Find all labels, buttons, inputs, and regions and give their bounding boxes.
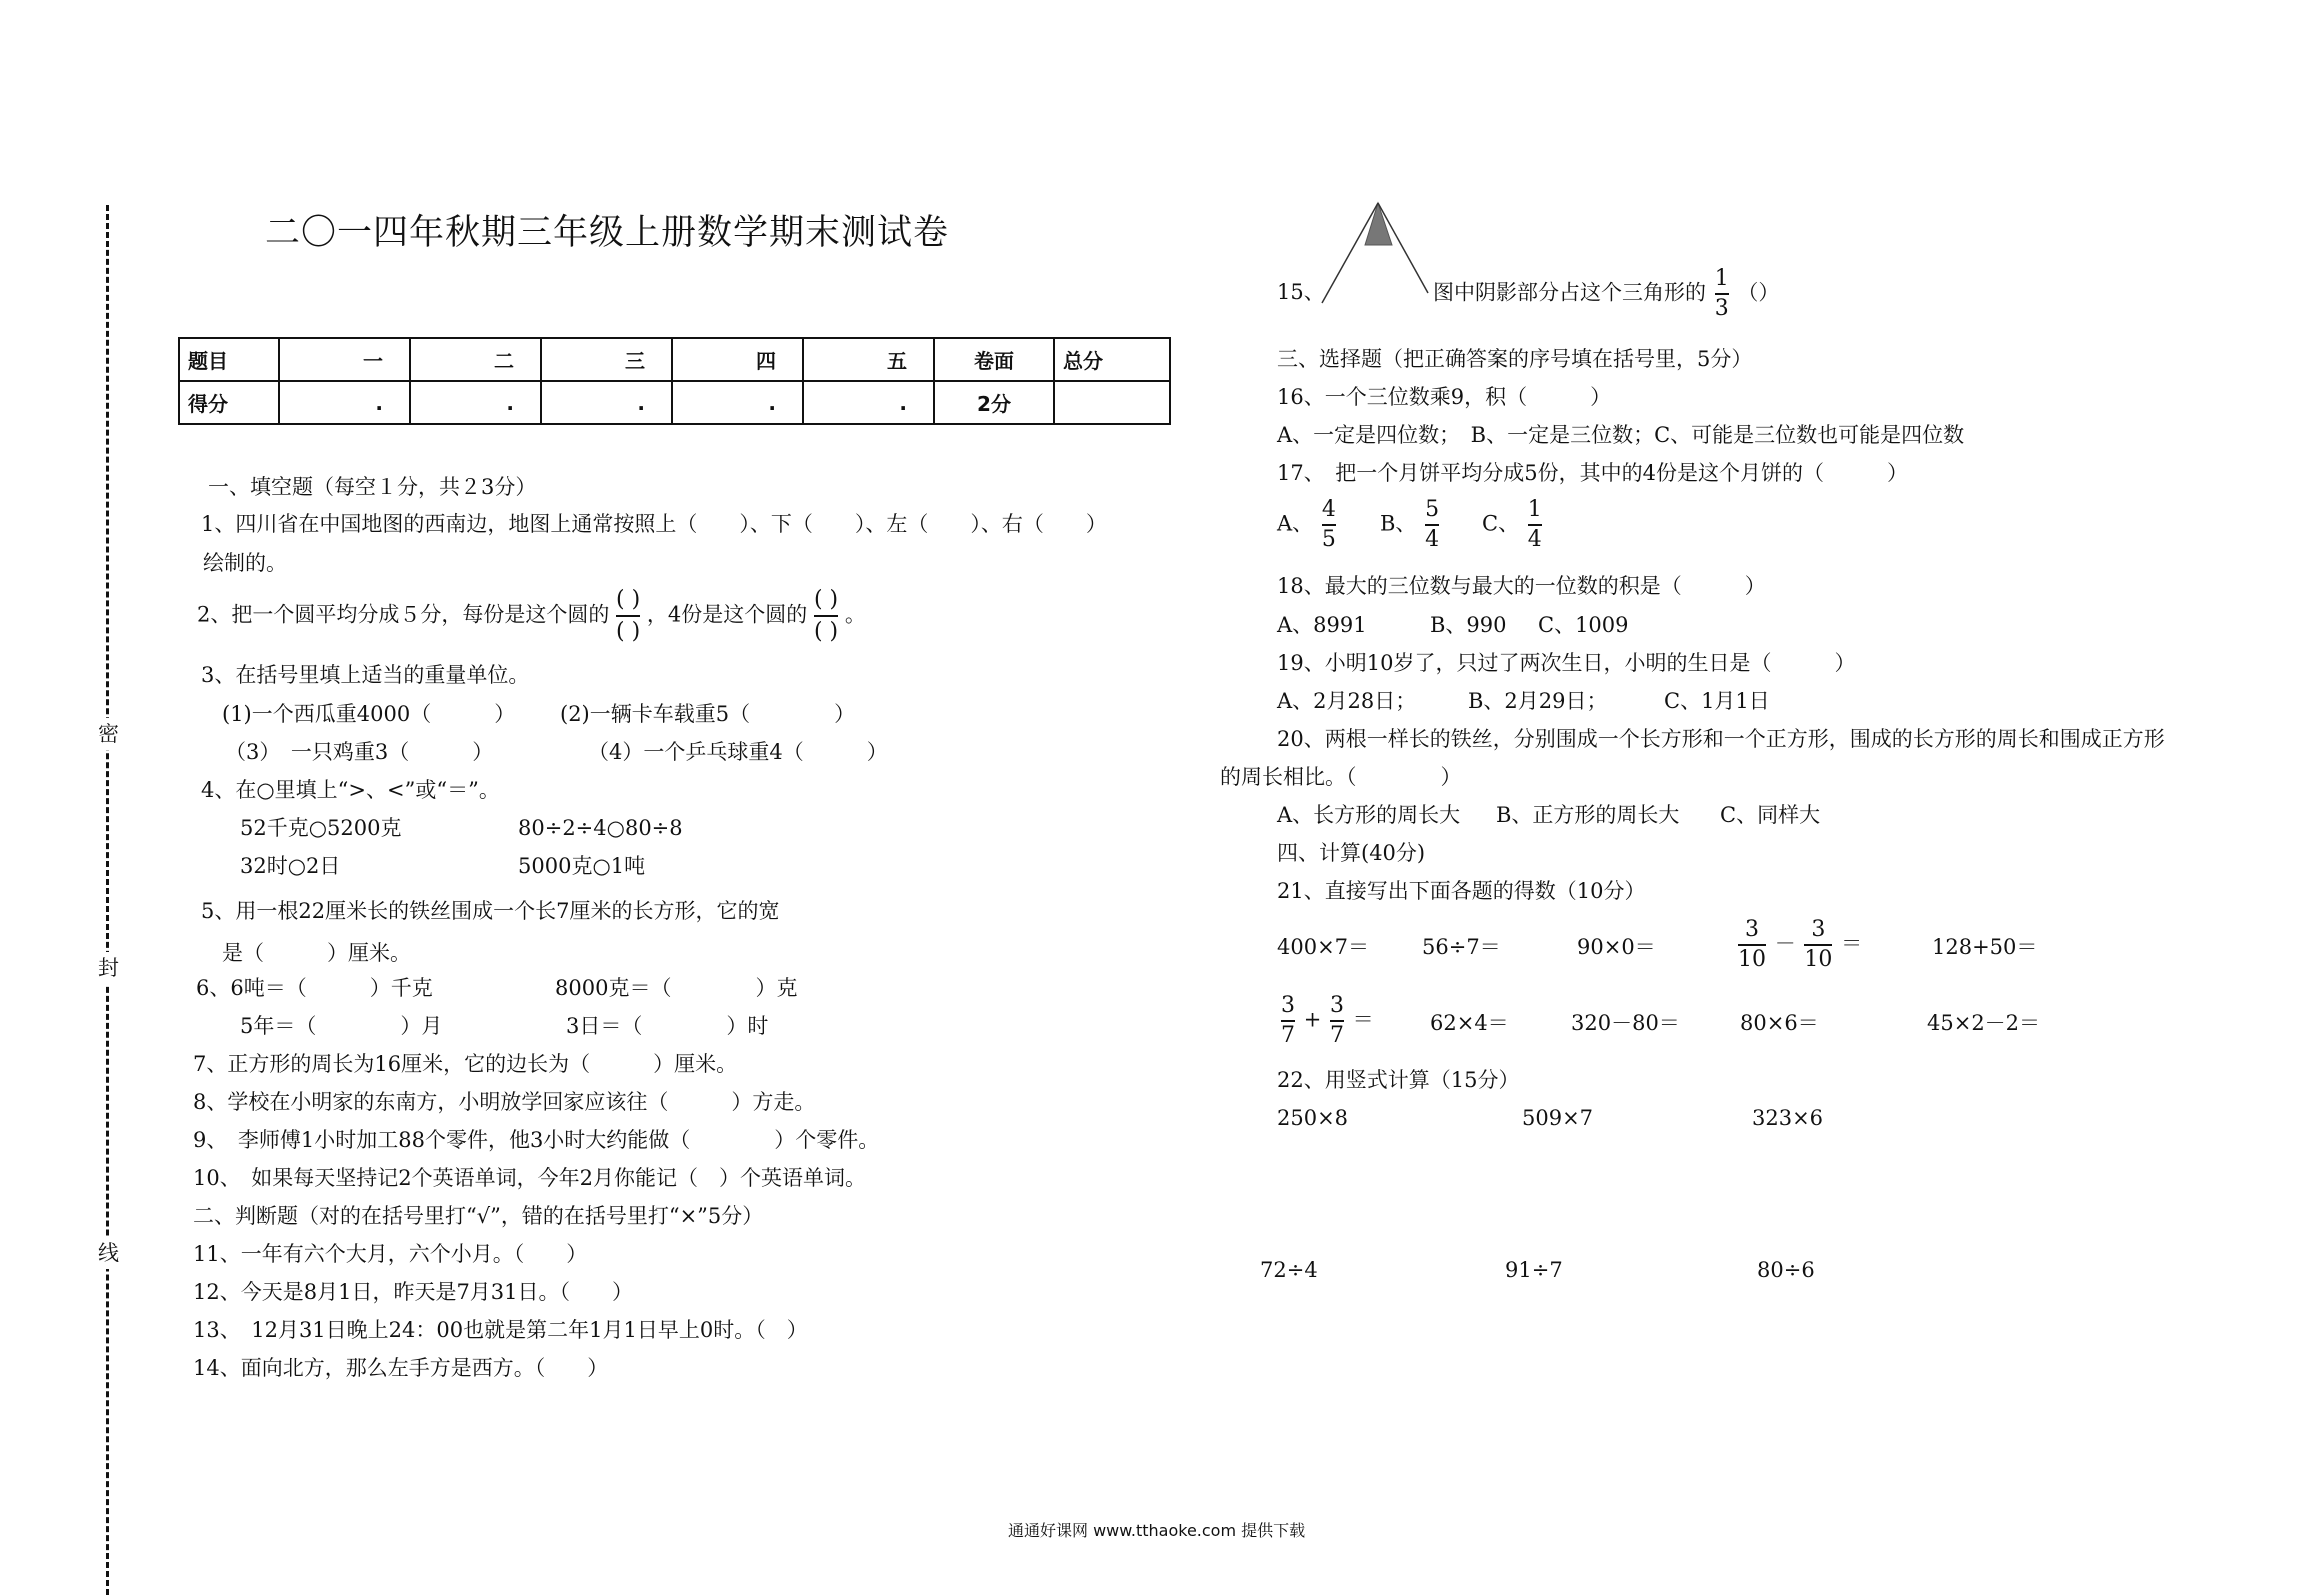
question-text: 是（ ）厘米。 [222, 941, 411, 965]
section-heading: 二、判断题（对的在括号里打“√”，错的在括号里打“×”5分） [193, 1204, 764, 1228]
seal-char-feng: 封 [98, 952, 119, 984]
section-heading: 三、选择题（把正确答案的序号填在括号里，5分） [1277, 347, 1753, 371]
section-heading: 一、填空题（每空１分，共２3分） [208, 475, 537, 499]
fraction-numerator: 3 [1281, 992, 1295, 1022]
triangle-left-side [1322, 203, 1378, 303]
question-text: 绘制的。 [203, 551, 287, 575]
question-text: （） [1737, 280, 1780, 305]
question-2 [197, 585, 866, 647]
option-label: B、 [1380, 511, 1417, 536]
question-15 [1433, 265, 1779, 323]
option-a [1277, 496, 1338, 554]
table-cell: 总分 [1054, 338, 1170, 381]
fraction-denominator: 7 [1329, 1023, 1344, 1048]
fraction-denominator: 10 [1738, 947, 1766, 972]
question-text: (2)一辆卡车载重5（ ） [560, 702, 856, 726]
calc-item: 80÷6 [1757, 1258, 1815, 1282]
question-text: （4）一个乒乓球重4（ ） [588, 740, 888, 764]
table-cell: . [410, 381, 541, 424]
calc-item: 250×8 [1277, 1106, 1349, 1130]
triangle-figure [1320, 198, 1430, 308]
question-options: A、一定是四位数； B、一定是三位数；C、可能是三位数也可能是四位数 [1277, 423, 1965, 447]
seal-dashed-line [106, 205, 109, 1595]
fraction-numerator: 5 [1425, 496, 1439, 526]
blank-fraction-bottom: ( ) [616, 619, 641, 644]
table-cell: 一 [279, 338, 410, 381]
operator: + [1303, 1007, 1322, 1032]
question-text: 8、学校在小明家的东南方，小明放学回家应该往（ ）方走。 [193, 1090, 816, 1114]
fraction [1425, 496, 1439, 554]
fraction [1804, 916, 1832, 974]
option-label: C、 [1482, 511, 1520, 536]
calc-item: 323×6 [1752, 1106, 1824, 1130]
fraction-denominator: 7 [1281, 1023, 1295, 1048]
table-row [179, 338, 1170, 381]
question-text: （3） 一只鸡重3（ ） [225, 740, 494, 764]
table-cell: 2分 [934, 381, 1054, 424]
table-cell: 得分 [179, 381, 279, 424]
table-cell: 四 [672, 338, 803, 381]
fraction [1330, 992, 1344, 1050]
question-text: 12、今天是8月1日，昨天是7月31日。（ ） [193, 1280, 634, 1304]
question-text: 21、直接写出下面各题的得数（10分） [1277, 879, 1646, 903]
question-text: 5年＝（ ）月 [240, 1014, 443, 1038]
table-cell: 五 [803, 338, 934, 381]
page-title: 二〇一四年秋期三年级上册数学期末测试卷 [265, 213, 950, 253]
fraction-denominator: 4 [1527, 527, 1542, 552]
score-table [178, 337, 1171, 425]
calc-item: 56÷7＝ [1422, 935, 1501, 959]
fraction-denominator: 4 [1425, 527, 1440, 552]
question-text: 11、一年有六个大月，六个小月。（ ） [193, 1242, 588, 1266]
fraction [1322, 496, 1336, 554]
fraction-denominator: 10 [1804, 947, 1833, 972]
shaded-triangle [1365, 203, 1392, 245]
footer-credit: 通通好课网 www.tthaoke.com 提供下载 [1008, 1521, 1306, 1540]
fraction-numerator: 3 [1804, 916, 1832, 946]
question-text: 7、正方形的周长为16厘米，它的边长为（ ）厘米。 [193, 1052, 738, 1076]
fraction-numerator: 4 [1322, 496, 1336, 526]
calc-item: 320－80＝ [1571, 1011, 1680, 1035]
calc-fraction-expr [1736, 916, 1862, 974]
calc-item: 62×4＝ [1430, 1011, 1509, 1035]
question-option: A、长方形的周长大 [1277, 803, 1461, 827]
calc-item: 128+50＝ [1932, 935, 2038, 959]
question-text: 18、最大的三位数与最大的一位数的积是（ ） [1277, 574, 1766, 598]
table-row [179, 381, 1170, 424]
question-option: A、8991 [1277, 613, 1367, 637]
blank-fraction [814, 585, 838, 647]
option-label: A、 [1277, 511, 1314, 536]
question-text: 图中阴影部分占这个三角形的 [1433, 280, 1706, 305]
question-option: C、同样大 [1720, 803, 1821, 827]
table-cell: 二 [410, 338, 541, 381]
question-text: 10、 如果每天坚持记2个英语单词，今年2月你能记（ ）个英语单词。 [193, 1166, 866, 1190]
option-c [1482, 496, 1544, 554]
calc-item: 509×7 [1522, 1106, 1594, 1130]
question-text: 8000克＝（ ）克 [555, 976, 798, 1000]
calc-item: 80×6＝ [1740, 1011, 1819, 1035]
seal-char-xian: 线 [98, 1237, 119, 1269]
blank-fraction [616, 585, 640, 647]
question-option: A、2月28日； [1277, 689, 1417, 713]
question-text: 。 [844, 602, 866, 627]
question-text: 3、在括号里填上适当的重量单位。 [201, 663, 530, 687]
table-cell: . [279, 381, 410, 424]
calc-item: 72÷4 [1260, 1258, 1318, 1282]
question-text: 15、 [1277, 280, 1325, 304]
question-text: 的周长相比。（ ） [1220, 765, 1462, 789]
question-text: 80÷2÷4○80÷8 [518, 816, 683, 840]
table-cell: . [803, 381, 934, 424]
question-text: 1、四川省在中国地图的西南边，地图上通常按照上（ ）、下（ ）、左（ ）、右（ ） [201, 512, 1107, 536]
equals: ＝ [1841, 931, 1863, 956]
question-text: (1)一个西瓜重4000（ ） [222, 702, 516, 726]
blank-fraction-top: ( ) [814, 585, 838, 617]
calc-item: 90×0＝ [1577, 935, 1656, 959]
calc-item: 400×7＝ [1277, 935, 1370, 959]
question-text: 13、 12月31日晚上24：00也就是第二年1月1日早上0时。（ ） [193, 1318, 808, 1342]
fraction-denominator: 3 [1714, 296, 1729, 321]
blank-fraction-top: ( ) [616, 585, 640, 617]
question-text: 16、一个三位数乘9，积（ ） [1277, 385, 1612, 409]
fraction-numerator: 1 [1715, 265, 1729, 295]
calc-item: 91÷7 [1505, 1258, 1563, 1282]
triangle-right-side [1378, 203, 1428, 293]
fraction-numerator: 1 [1528, 496, 1542, 526]
question-text: 17、 把一个月饼平均分成5份，其中的4份是这个月饼的（ ） [1277, 461, 1908, 485]
fraction-denominator: 5 [1321, 527, 1336, 552]
calc-fraction-expr [1279, 992, 1374, 1050]
option-b [1380, 496, 1441, 554]
question-text: 6、6吨＝（ ）千克 [196, 976, 433, 1000]
question-text: 22、用竖式计算（15分） [1277, 1068, 1520, 1092]
fraction [1281, 992, 1295, 1050]
question-option: B、正方形的周长大 [1496, 803, 1680, 827]
fraction-numerator: 3 [1738, 916, 1766, 946]
question-text: 4、在○里填上“>、<”或“＝”。 [201, 778, 500, 802]
question-text: 9、 李师傅1小时加工88个零件，他3小时大约能做（ ）个零件。 [193, 1128, 880, 1152]
table-cell [1054, 381, 1170, 424]
question-text: 5000克○1吨 [518, 854, 646, 878]
question-text: 52千克○5200克 [240, 816, 402, 840]
question-text: 19、小明10岁了，只过了两次生日，小明的生日是（ ） [1277, 651, 1856, 675]
question-text: 32时○2日 [240, 854, 341, 878]
fraction [1715, 265, 1729, 323]
question-text: ，4份是这个圆的 [646, 602, 808, 627]
table-cell: . [541, 381, 672, 424]
table-cell: 三 [541, 338, 672, 381]
section-heading: 四、计算(40分) [1277, 841, 1426, 865]
question-option: B、2月29日； [1468, 689, 1608, 713]
equals: ＝ [1352, 1007, 1374, 1032]
question-option: B、990 [1430, 613, 1507, 637]
question-text: 5、用一根22厘米长的铁丝围成一个长7厘米的长方形，它的宽 [201, 899, 780, 923]
question-option: C、1月1日 [1664, 689, 1770, 713]
question-text: 3日＝（ ）时 [566, 1014, 769, 1038]
operator: － [1774, 931, 1796, 956]
question-option: C、1009 [1538, 613, 1629, 637]
fraction-numerator: 3 [1330, 992, 1344, 1022]
seal-char-mi: 密 [98, 718, 119, 750]
table-cell: 题目 [179, 338, 279, 381]
question-text: 20、两根一样长的铁丝，分别围成一个长方形和一个正方形，围成的长方形的周长和围成正方形 [1277, 727, 2165, 751]
calc-item: 45×2－2＝ [1927, 1011, 2041, 1035]
table-cell: 卷面 [934, 338, 1054, 381]
question-text: 2、把一个圆平均分成５分，每份是这个圆的 [197, 602, 610, 627]
fraction [1528, 496, 1542, 554]
question-text: 14、面向北方，那么左手方是西方。（ ） [193, 1356, 609, 1380]
table-cell: . [672, 381, 803, 424]
fraction [1738, 916, 1766, 974]
blank-fraction-bottom: ( ) [813, 619, 839, 644]
